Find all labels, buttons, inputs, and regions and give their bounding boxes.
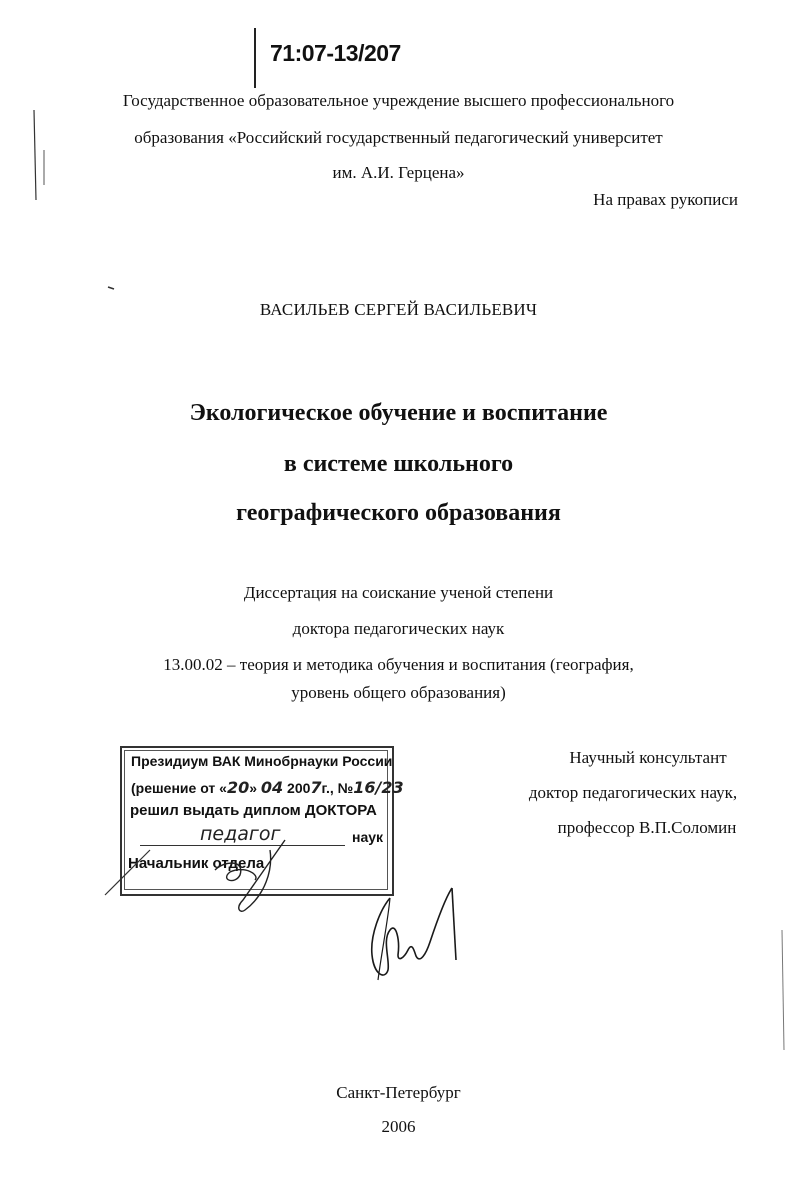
stamp-line-5: Начальник отдела [128,855,265,872]
manuscript-note: На правах рукописи [593,190,738,209]
thesis-title-line-3: географического образования [236,500,561,526]
dissertation-line-3: 13.00.02 – теория и методика обучения и воспитания (география, [163,655,634,674]
stamp-decision-number: 16/23 [353,778,404,797]
stamp-line-1: Президиум ВАК Минобрнауки России [131,753,393,769]
stamp-signature-scribble [95,820,315,920]
author-signature [360,880,470,990]
consultant-line-1: Научный консультант [569,748,727,767]
stamp-decision-day: 20 [226,778,250,797]
stamp-decision-prefix: (решение от « [131,780,227,796]
stamp-decision-year-digit: 7 [310,778,322,797]
stamp-science-handwritten: педагог [200,823,281,845]
thesis-title-line-2: в системе школьного [283,451,514,477]
stamp-decision-line [131,778,404,797]
dissertation-line-1: Диссертация на соискание ученой степени [243,583,554,602]
thesis-title-line-1: Экологическое обучение и воспитание [189,400,608,426]
consultant-line-3: профессор В.П.Соломин [557,818,737,837]
stamp-decision-month: 04 [260,778,284,797]
institution-line-3: им. А.И. Герцена» [332,163,465,182]
author-name: ВАСИЛЬЕВ СЕРГЕЙ ВАСИЛЬЕВИЧ [259,300,538,319]
dissertation-line-2: доктора педагогических наук [292,619,505,638]
consultant-line-2: доктор педагогических наук, [528,783,738,802]
publication-city: Санкт-Петербург [336,1083,461,1102]
stamp-line-3: решил выдать диплом ДОКТОРА [130,802,377,819]
stamp-decision-year-prefix: 200 [287,780,311,796]
institution-line-2: образования «Российский государственный педагогический университет [134,128,663,147]
stamp-decision-number-label: г., № [321,780,354,796]
stamp-science-suffix: наук [352,829,384,845]
dissertation-line-4: уровень общего образования) [291,683,506,702]
stamp-decision-sep: » [249,780,257,796]
institution-line-1: Государственное образовательное учреждение высшего профессионального [122,91,675,110]
catalog-number: 71:07-13/207 [270,40,401,66]
catalog-stamp-bar [254,28,256,88]
publication-year: 2006 [381,1117,416,1136]
